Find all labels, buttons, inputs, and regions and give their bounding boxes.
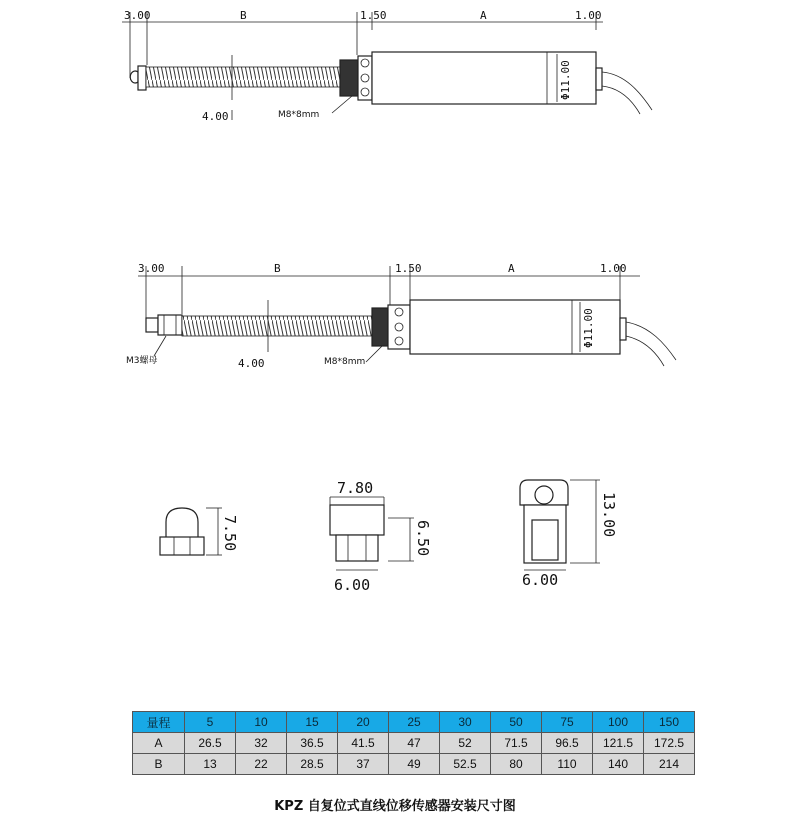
table-cell: 26.5 [185, 733, 236, 754]
table-cell: 41.5 [338, 733, 389, 754]
table-cell: 121.5 [593, 733, 644, 754]
table-cell: 80 [491, 754, 542, 775]
block-bottom-label: 6.00 [334, 576, 371, 594]
table-row [133, 754, 695, 775]
table-cell: 50 [491, 712, 542, 733]
thread-dim-label: 4.00 [202, 110, 229, 123]
table-cell: 量程 [133, 712, 185, 733]
block-detail [330, 479, 432, 594]
bracket-detail [520, 480, 618, 589]
m3-nut [158, 315, 182, 335]
table-cell: 15 [287, 712, 338, 733]
figure-caption: KPZ 自复位式直线位移传感器安装尺寸图 [274, 799, 516, 814]
table-cell: 25 [389, 712, 440, 733]
sensor-drawing-2 [126, 262, 676, 370]
block-width-label: 7.80 [337, 479, 374, 497]
nut-washer [388, 305, 410, 349]
dim-end-label: 1.00 [575, 9, 602, 22]
probe-tip [130, 71, 138, 83]
table-cell: 37 [338, 754, 389, 775]
tip-label: M3螺母 [126, 356, 158, 366]
table-header-row [133, 712, 695, 733]
table-cell: A [133, 733, 185, 754]
table-cell: 110 [542, 754, 593, 775]
table-cell: 10 [236, 712, 287, 733]
dim-gap-label: 1.50 [395, 262, 422, 275]
block-height-label: 6.50 [414, 520, 432, 557]
spring [182, 316, 372, 336]
nut-label: M8*8mm [324, 357, 366, 367]
nut-washer [358, 56, 372, 100]
diameter-label: Φ11.00 [582, 308, 595, 348]
table-cell: 5 [185, 712, 236, 733]
mount-nut [372, 308, 388, 346]
table-cell: 140 [593, 754, 644, 775]
table-cell: 36.5 [287, 733, 338, 754]
cable-gland [620, 318, 626, 340]
table-cell: 28.5 [287, 754, 338, 775]
thread-dim-label: 4.00 [238, 357, 265, 370]
table-row [133, 733, 695, 754]
table-cell: 75 [542, 712, 593, 733]
dim-gap-label: 1.50 [360, 9, 387, 22]
cable-gland [596, 68, 602, 90]
table-cell: 214 [644, 754, 695, 775]
table-cell: 100 [593, 712, 644, 733]
table-cell: 150 [644, 712, 695, 733]
table-cell: 52 [440, 733, 491, 754]
dim-left-label: 3.00 [138, 262, 165, 275]
table-cell: 20 [338, 712, 389, 733]
dim-a-label: A [480, 9, 487, 22]
mount-nut [340, 60, 358, 96]
table-cell: 13 [185, 754, 236, 775]
table-cell: B [133, 754, 185, 775]
cap-nut-detail [160, 508, 239, 555]
table-cell: 30 [440, 712, 491, 733]
diameter-label: Φ11.00 [559, 60, 572, 100]
table-cell: 71.5 [491, 733, 542, 754]
table-cell: 47 [389, 733, 440, 754]
spring [146, 67, 340, 87]
dim-a-label: A [508, 262, 515, 275]
dim-b-label: B [274, 262, 281, 275]
sensor-drawing-1 [122, 9, 652, 123]
dimension-table [132, 711, 695, 775]
table-cell: 52.5 [440, 754, 491, 775]
dim-left-label: 3.00 [124, 9, 151, 22]
bracket-height-label: 13.00 [600, 492, 618, 538]
dim-b-label: B [240, 9, 247, 22]
probe-collar [138, 66, 146, 90]
table-cell: 96.5 [542, 733, 593, 754]
nut-label: M8*8mm [278, 110, 320, 120]
dim-end-label: 1.00 [600, 262, 627, 275]
probe-tip [146, 318, 158, 332]
table-cell: 22 [236, 754, 287, 775]
table-cell: 172.5 [644, 733, 695, 754]
table-cell: 32 [236, 733, 287, 754]
bracket-bottom-label: 6.00 [522, 571, 559, 589]
cap-height-label: 7.50 [221, 515, 239, 552]
table-cell: 49 [389, 754, 440, 775]
